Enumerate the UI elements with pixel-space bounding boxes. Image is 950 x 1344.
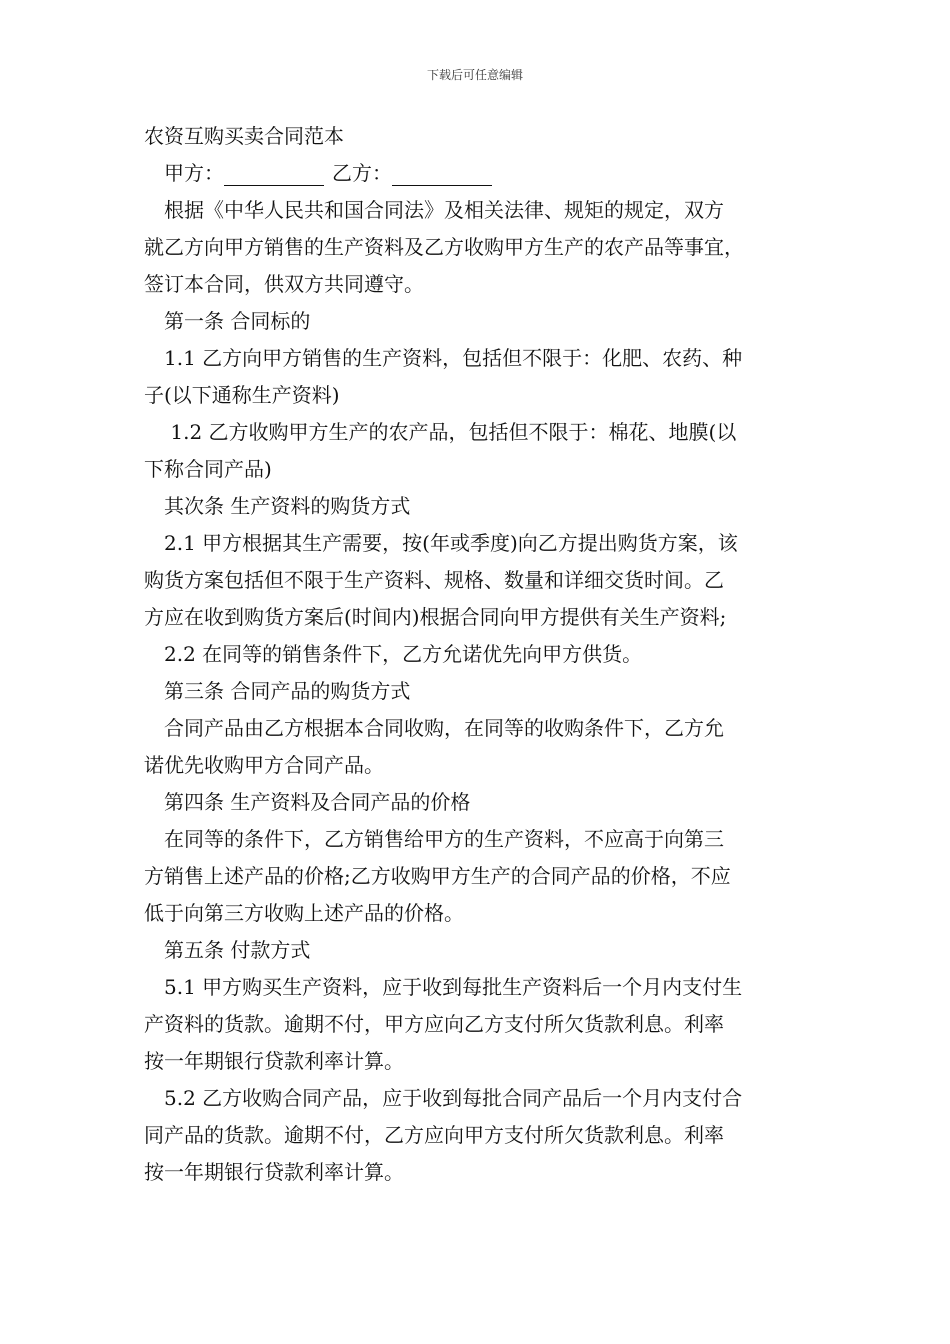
body-line: 方应在收到购货方案后(时间内)根据合同向甲方提供有关生产资料; — [144, 605, 727, 629]
body-line: 5.1 甲方购买生产资料，应于收到每批生产资料后一个月内支付生 — [144, 975, 743, 999]
body-line: 在同等的条件下，乙方销售给甲方的生产资料，不应高于向第三 — [144, 827, 724, 851]
party-b-blank — [392, 163, 492, 186]
body-line: 按一年期银行贷款利率计算。 — [144, 1160, 404, 1184]
body-line: 子(以下通称生产资料) — [144, 383, 340, 407]
body-line: 其次条 生产资料的购货方式 — [144, 494, 411, 518]
body-line: 2.1 甲方根据其生产需要，按(年或季度)向乙方提出购货方案，该 — [144, 531, 738, 555]
body-line: 第一条 合同标的 — [144, 309, 311, 333]
document-title: 农资互购买卖合同范本 — [144, 124, 344, 148]
body-line: 同产品的货款。逾期不付，乙方应向甲方支付所欠货款利息。利率 — [144, 1123, 724, 1147]
body-line: 1.2 乙方收购甲方生产的农产品，包括但不限于：棉花、地膜(以 — [144, 420, 737, 444]
body-line: 购货方案包括但不限于生产资料、规格、数量和详细交货时间。乙 — [144, 568, 724, 592]
body-line: 诺优先收购甲方合同产品。 — [144, 753, 384, 777]
party-a-blank — [224, 163, 324, 186]
body-line: 低于向第三方收购上述产品的价格。 — [144, 901, 464, 925]
body-line: 第四条 生产资料及合同产品的价格 — [144, 790, 471, 814]
body-line: 第三条 合同产品的购货方式 — [144, 679, 411, 703]
body-line: 按一年期银行贷款利率计算。 — [144, 1049, 404, 1073]
body-lines — [144, 192, 824, 1191]
body-line: 就乙方向甲方销售的生产资料及乙方收购甲方生产的农产品等事宜， — [144, 235, 744, 259]
body-line: 2.2 在同等的销售条件下，乙方允诺优先向甲方供货。 — [144, 642, 643, 666]
document-body — [144, 118, 824, 1191]
body-line: 1.1 乙方向甲方销售的生产资料，包括但不限于：化肥、农药、种 — [144, 346, 743, 370]
party-a-label: 甲方： — [164, 161, 224, 185]
parties-line — [144, 155, 824, 192]
body-line: 合同产品由乙方根据本合同收购，在同等的收购条件下，乙方允 — [144, 716, 724, 740]
body-line: 产资料的货款。逾期不付，甲方应向乙方支付所欠货款利息。利率 — [144, 1012, 724, 1036]
body-line: 5.2 乙方收购合同产品，应于收到每批合同产品后一个月内支付合 — [144, 1086, 743, 1110]
party-b-label: 乙方： — [332, 161, 392, 185]
body-line: 下称合同产品) — [144, 457, 272, 481]
page-header: 下载后可任意编辑 — [426, 68, 523, 82]
body-line: 方销售上述产品的价格;乙方收购甲方生产的合同产品的价格，不应 — [144, 864, 731, 888]
body-line: 签订本合同，供双方共同遵守。 — [144, 272, 424, 296]
body-line: 根据《中华人民共和国合同法》及相关法律、规矩的规定，双方 — [144, 198, 724, 222]
body-line: 第五条 付款方式 — [144, 938, 311, 962]
